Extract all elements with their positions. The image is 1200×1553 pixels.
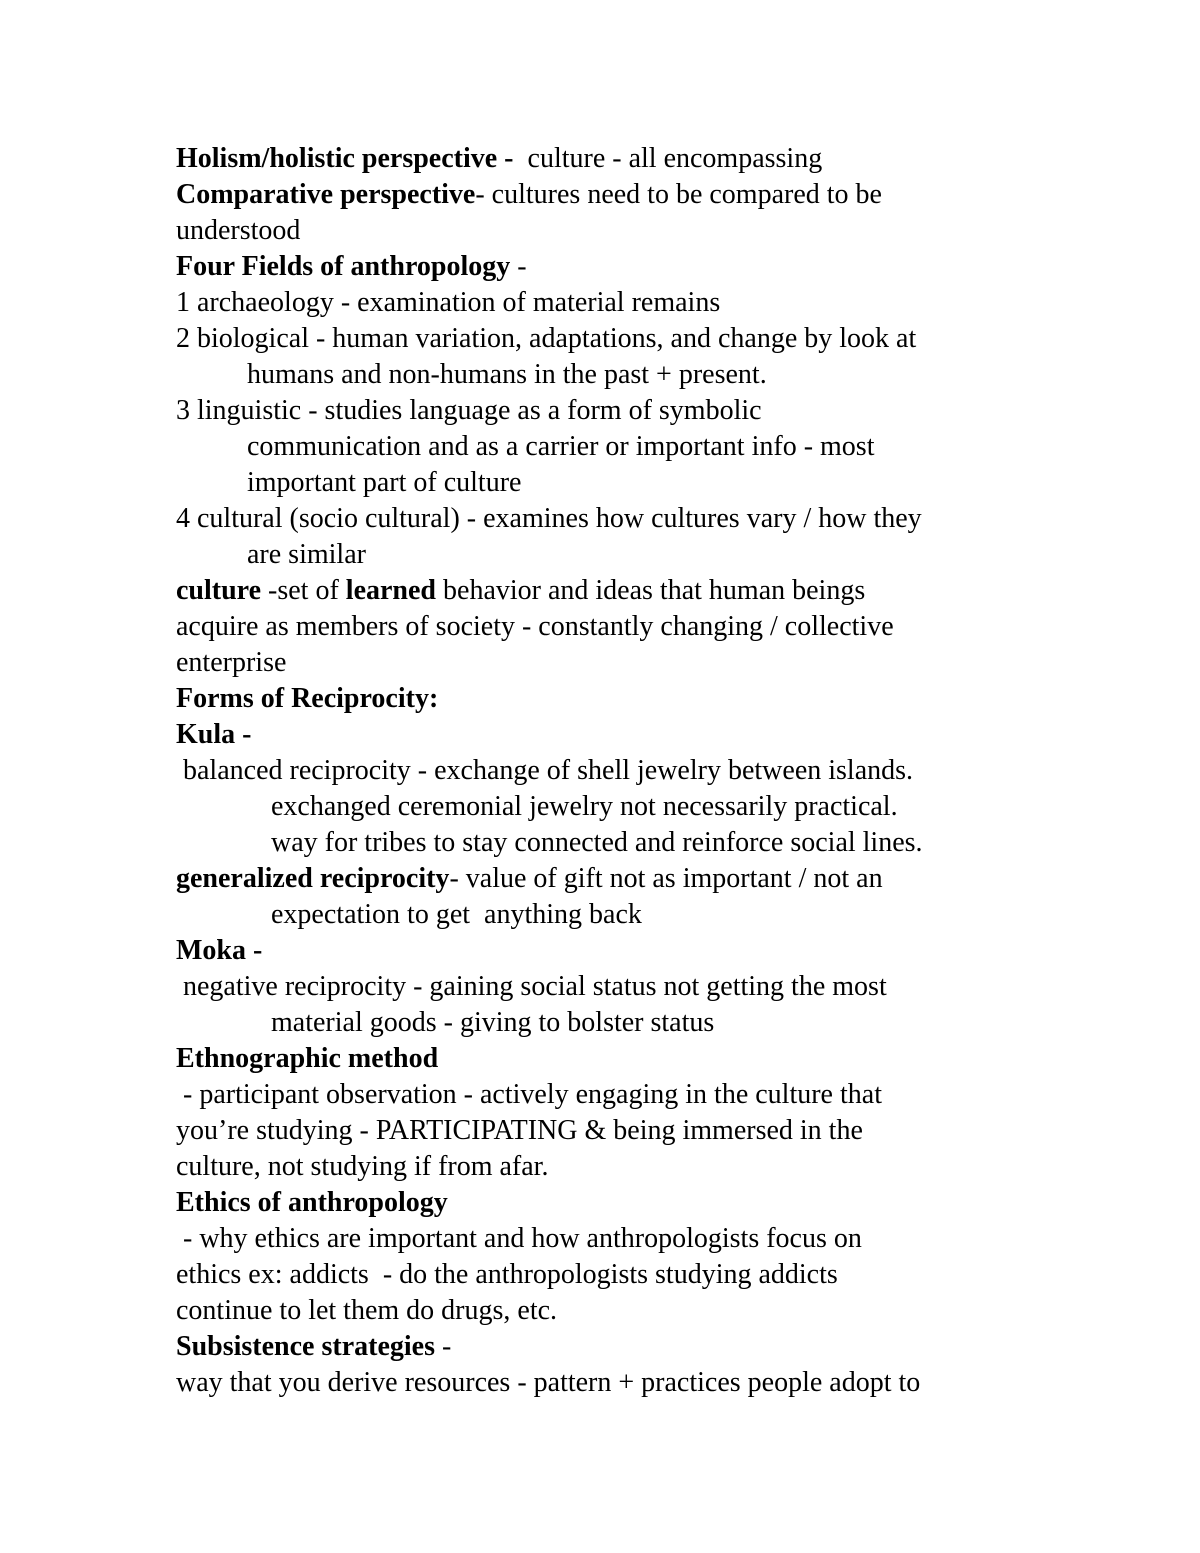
text-run: 1 archaeology - examination of material remains bbox=[176, 287, 721, 318]
bold-term: Comparative perspective bbox=[176, 179, 476, 210]
text-run: culture, not studying if from afar. bbox=[176, 1151, 549, 1182]
bold-term: Ethics of anthropology bbox=[176, 1187, 448, 1218]
text-run: - cultures need to be compared to be bbox=[475, 179, 882, 210]
bold-term: Subsistence strategies bbox=[176, 1331, 435, 1362]
text-line bbox=[176, 394, 762, 428]
text-run: you’re studying - PARTICIPATING & being immersed in the bbox=[176, 1115, 863, 1146]
text-line bbox=[247, 358, 767, 392]
text-run: negative reciprocity - gaining social status not getting the most bbox=[176, 971, 887, 1002]
text-run: communication and as a carrier or important info - most bbox=[247, 431, 875, 462]
bold-term: Four Fields of anthropology bbox=[176, 251, 511, 282]
text-run: ethics ex: addicts - do the anthropologists studying addicts bbox=[176, 1259, 838, 1290]
text-line bbox=[271, 790, 898, 824]
text-line bbox=[176, 1150, 548, 1184]
text-line bbox=[176, 142, 822, 176]
text-line bbox=[271, 898, 642, 932]
text-run: 4 cultural (socio cultural) - examines how cultures vary / how they bbox=[176, 503, 922, 534]
text-line bbox=[176, 1114, 863, 1148]
text-line bbox=[176, 934, 262, 968]
text-line bbox=[176, 1078, 882, 1112]
text-run: culture - all encompassing bbox=[513, 143, 823, 174]
text-run: acquire as members of society - constantly changing / collective bbox=[176, 611, 894, 642]
text-run: material goods - giving to bolster status bbox=[271, 1007, 715, 1038]
bold-term: generalized reciprocity bbox=[176, 863, 450, 894]
text-line bbox=[176, 178, 882, 212]
text-line bbox=[176, 502, 922, 536]
text-run: important part of culture bbox=[247, 467, 522, 498]
text-line bbox=[176, 682, 438, 716]
text-line bbox=[176, 1222, 862, 1256]
text-line bbox=[176, 754, 913, 788]
text-line bbox=[176, 610, 894, 644]
text-line bbox=[176, 286, 720, 320]
text-run: -set of bbox=[261, 575, 346, 606]
text-line bbox=[176, 322, 916, 356]
text-line bbox=[176, 574, 865, 608]
text-line bbox=[176, 1366, 920, 1400]
text-run: 2 biological - human variation, adaptations, and change by look at bbox=[176, 323, 917, 354]
text-run: - why ethics are important and how anthropologists focus on bbox=[176, 1223, 862, 1254]
text-line bbox=[271, 1006, 714, 1040]
text-run: - bbox=[510, 251, 527, 282]
bold-term: Moka - bbox=[176, 935, 263, 966]
bold-term: Holism/holistic perspective - bbox=[176, 143, 514, 174]
text-line bbox=[176, 1294, 557, 1328]
text-run: expectation to get anything back bbox=[271, 899, 642, 930]
text-run: - value of gift not as important / not an bbox=[449, 863, 883, 894]
bold-term: learned bbox=[345, 575, 437, 606]
text-run: way for tribes to stay connected and reinforce social lines. bbox=[271, 827, 923, 858]
text-line bbox=[176, 1186, 448, 1220]
text-line bbox=[176, 250, 527, 284]
bold-term: culture bbox=[176, 575, 262, 606]
text-run: exchanged ceremonial jewelry not necessarily practical. bbox=[271, 791, 898, 822]
text-line bbox=[176, 862, 883, 896]
text-line bbox=[176, 970, 887, 1004]
text-line bbox=[271, 826, 923, 860]
text-run: 3 linguistic - studies language as a form of symbolic bbox=[176, 395, 762, 426]
text-run: - bbox=[434, 1331, 452, 1362]
text-run: humans and non-humans in the past + present. bbox=[247, 359, 767, 390]
text-run: continue to let them do drugs, etc. bbox=[176, 1295, 558, 1326]
text-line bbox=[176, 214, 300, 248]
bold-term: Ethnographic method bbox=[176, 1043, 439, 1074]
text-line bbox=[247, 538, 366, 572]
text-run: are similar bbox=[247, 539, 366, 570]
text-line bbox=[247, 466, 521, 500]
bold-term: Forms of Reciprocity: bbox=[176, 683, 439, 714]
text-run: balanced reciprocity - exchange of shell jewelry between islands. bbox=[176, 755, 914, 786]
text-line bbox=[247, 430, 874, 464]
text-run: understood bbox=[176, 215, 301, 246]
text-line bbox=[176, 1042, 438, 1076]
bold-term: Kula - bbox=[176, 719, 252, 750]
text-run: way that you derive resources - pattern + practices people adopt to bbox=[176, 1367, 921, 1398]
text-line bbox=[176, 1330, 451, 1364]
text-line bbox=[176, 646, 286, 680]
text-line bbox=[176, 1258, 838, 1292]
text-run: behavior and ideas that human beings bbox=[436, 575, 866, 606]
text-run: - participant observation - actively engaging in the culture that bbox=[176, 1079, 882, 1110]
text-run: enterprise bbox=[176, 647, 287, 678]
text-line bbox=[176, 718, 251, 752]
